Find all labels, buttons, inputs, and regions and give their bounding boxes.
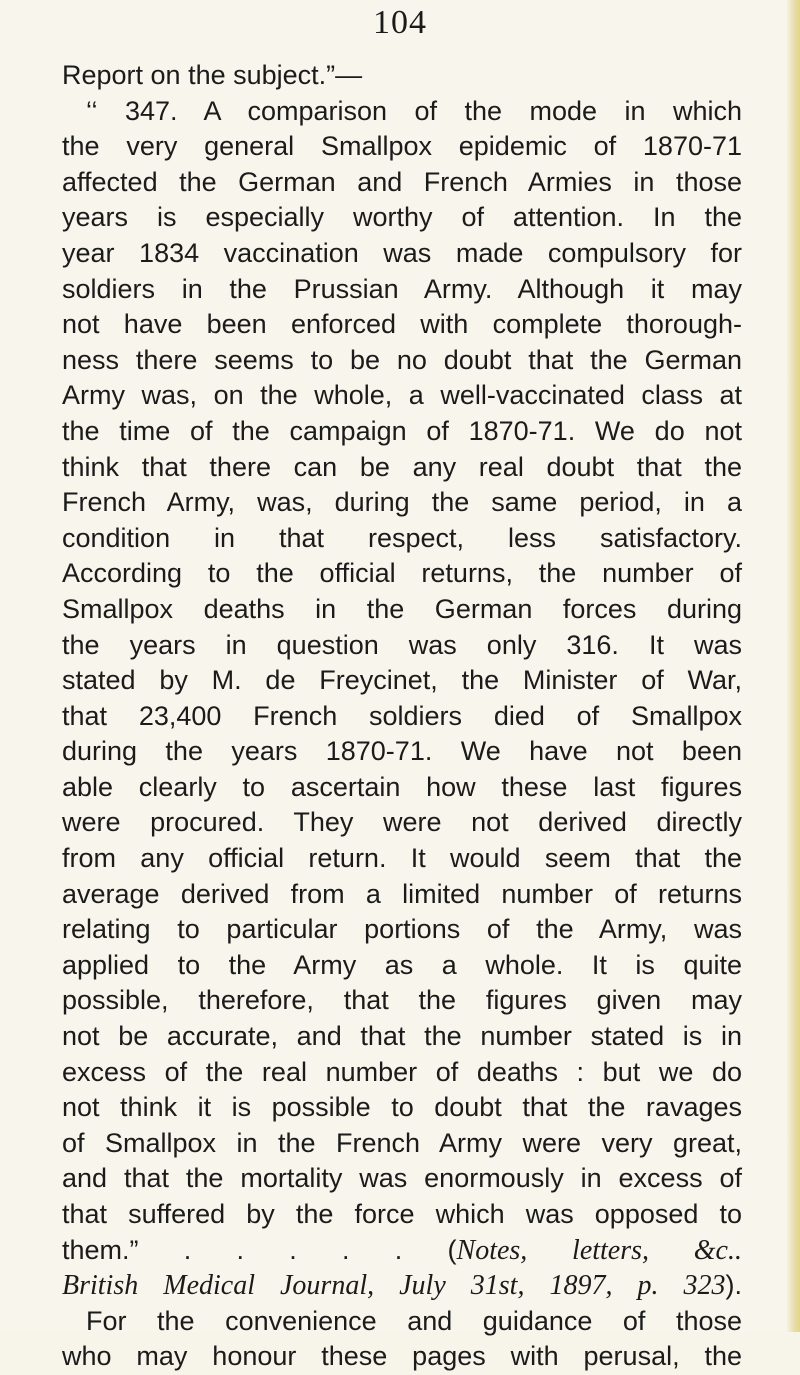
text-line: the time of the campaign of 1870-71. We do not xyxy=(62,415,742,446)
text-line: not think it is possible to doubt that the ravages xyxy=(62,1092,742,1123)
text-line: average derived from a limited number of returns xyxy=(62,878,742,909)
citation-source-notes: Notes, letters, &c.. xyxy=(456,1234,742,1266)
citation-lead: them.” . . . . . ( xyxy=(62,1234,457,1265)
text-line: According to the official returns, the number of xyxy=(62,558,742,589)
text-line: year 1834 vaccination was made compulsory for xyxy=(62,237,742,268)
text-line: affected the German and French Armies in those xyxy=(62,166,742,197)
text-line: For the convenience and guidance of those xyxy=(86,1305,742,1336)
text-line: Smallpox deaths in the German forces during xyxy=(62,593,742,624)
text-line: ‘‘ 347. A comparison of the mode in which xyxy=(86,95,742,126)
page-number: 104 xyxy=(373,4,427,41)
text-line: and that the mortality was enormously in excess of xyxy=(62,1163,742,1194)
page-edge xyxy=(786,0,800,1332)
text-line: years is especially worthy of attention. In the xyxy=(62,202,742,233)
text-line: not have been enforced with complete thorough- xyxy=(62,309,742,340)
text-line: stated by M. de Freycinet, the Minister of War, xyxy=(62,665,742,696)
text-line: Report on the subject.”— xyxy=(62,60,363,90)
citation-source-journal: British Medical Journal, July 31st, 1897, p. 323 xyxy=(62,1270,726,1302)
text-line: applied to the Army as a whole. It is quite xyxy=(62,949,742,980)
text-line: during the years 1870-71. We have not been xyxy=(62,736,742,767)
text-line: the years in question was only 316. It was xyxy=(62,629,742,660)
text-line: that 23,400 French soldiers died of Smallpox xyxy=(62,700,742,731)
text-line: able clearly to ascertain how these last figures xyxy=(62,771,742,802)
text-line: were procured. They were not derived directly xyxy=(62,807,742,838)
citation-line-2 xyxy=(62,1268,742,1304)
text-line: the very general Smallpox epidemic of 1870-71 xyxy=(62,131,742,162)
text-line: not be accurate, and that the number stated is in xyxy=(62,1021,742,1052)
text-line: condition in that respect, less satisfactory. xyxy=(62,522,742,553)
text-line: think that there can be any real doubt that the xyxy=(62,451,742,482)
text-line: ness there seems to be no doubt that the German xyxy=(62,344,742,375)
text-line: of Smallpox in the French Army were very great, xyxy=(62,1127,742,1158)
body-text xyxy=(62,58,742,1375)
text-line: from any official return. It would seem that the xyxy=(62,843,742,874)
text-line: French Army, was, during the same period, in a xyxy=(62,487,742,518)
text-line: possible, therefore, that the figures given may xyxy=(62,985,742,1016)
text-line: soldiers in the Prussian Army. Although it may xyxy=(62,273,742,304)
citation-trail: ). xyxy=(725,1270,742,1301)
text-line: excess of the real number of deaths : but we do xyxy=(62,1056,742,1087)
text-line: who may honour these pages with perusal, the xyxy=(62,1341,742,1372)
citation-line xyxy=(62,1233,742,1269)
text-line: Army was, on the whole, a well-vaccinated class at xyxy=(62,380,742,411)
text-line: that suffered by the force which was opposed to xyxy=(62,1199,742,1229)
text-line: relating to particular portions of the Army, was xyxy=(62,914,742,945)
